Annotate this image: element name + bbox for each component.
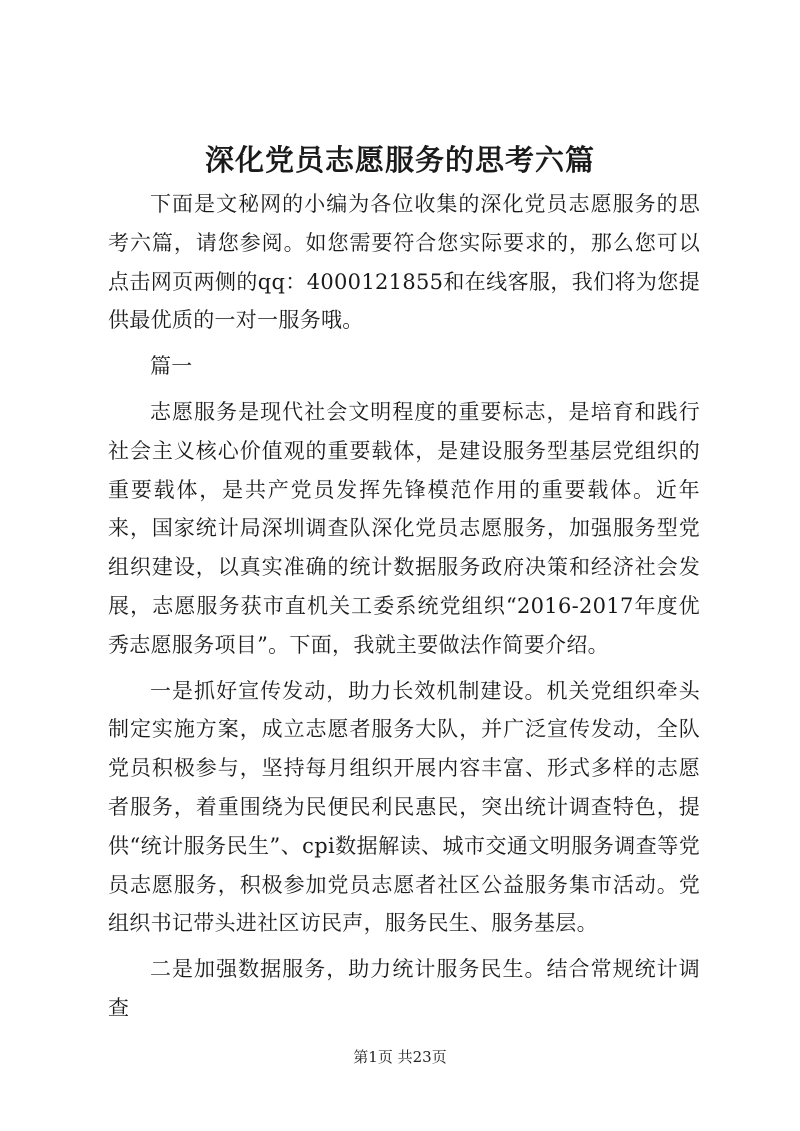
paragraph-intro: 下面是文秘网的小编为各位收集的深化党员志愿服务的思考六篇，请您参阅。如您需要符合您实际要求的，那么您可以点击网页两侧的qq：4000121855和在线客服，我们将为您提供最优质的一对一服务哦。: [108, 192, 700, 333]
document-body: [108, 185, 700, 1035]
page-number-footer: 第1页 共23页: [353, 1048, 447, 1066]
paragraph-section-heading: 篇一: [150, 354, 193, 379]
paragraph-point-two: 二是加强数据服务，助力统计服务民生。结合常规统计调查: [108, 957, 700, 1020]
paragraph-point-one: 一是抓好宣传发动，助力长效机制建设。机关党组织牵头制定实施方案，成立志愿者服务大队，并广泛宣传发动，全队党员积极参与，坚持每月组织开展内容丰富、形式多样的志愿者服务，着重围绕为民便民利民惠民，突出统计调查特色，提供“统计服务民生”、cpi数据解读、城市交通文明服务调查等党员志愿服务，积极参加党员志愿者社区公益服务集市活动。党组织书记带头进社区访民声，服务民生、服务基层。: [108, 678, 700, 936]
paragraph-overview: 志愿服务是现代社会文明程度的重要标志，是培育和践行社会主义核心价值观的重要载体，是建设服务型基层党组织的重要载体，是共产党员发挥先锋模范作用的重要载体。近年来，国家统计局深圳调查队深化党员志愿服务，加强服务型党组织建设，以真实准确的统计数据服务政府决策和经济社会发展，志愿服务获市直机关工委系统党组织“2016-2017年度优秀志愿服务项目”。下面，我就主要做法作简要介绍。: [108, 399, 700, 657]
document-title: 深化党员志愿服务的思考六篇: [204, 143, 595, 177]
